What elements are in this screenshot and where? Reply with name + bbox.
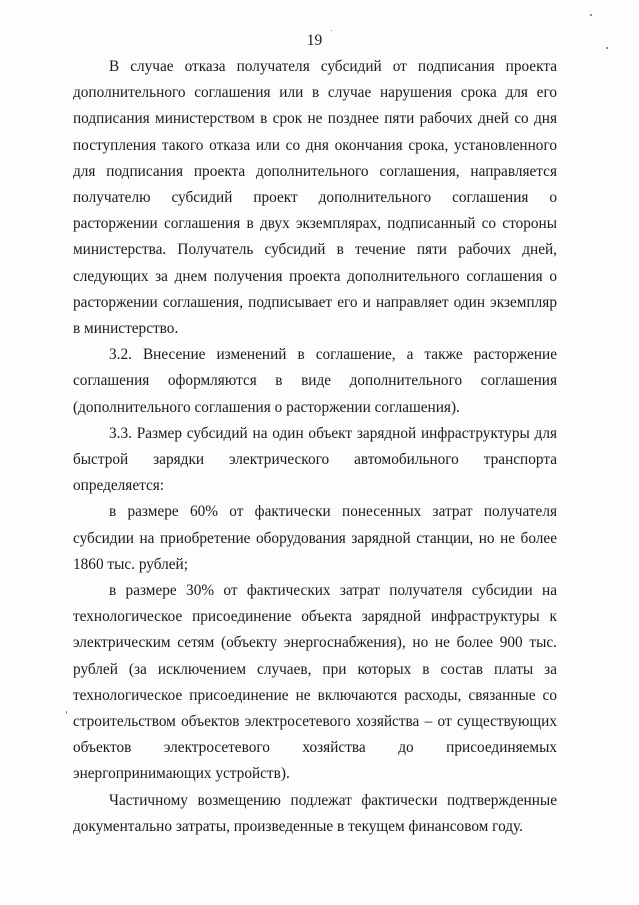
scan-speck (606, 47, 608, 49)
scan-speck (590, 14, 592, 16)
paragraph-refusal-procedure: В случае отказа получателя субсидий от подписания проекта дополнительного соглашения или в случае нарушения срока для его подписания министерством в срок не позднее пяти рабочих дней со дня поступления такого отказа или со дня окончания срока, установленного для подписания проекта дополнительного соглашения, направляется получателю субсидий проект дополнительного соглашения о расторжении соглашения в двух экземплярах, подписанный со стороны министерства. Получатель субсидий в течение пяти рабочих дней, следующих за днем получения проекта дополнительного соглашения о расторжении соглашения, подписывает его и направляет один экземпляр в министерство. (73, 58, 557, 338)
scan-speck (66, 711, 67, 714)
document-body (73, 54, 557, 840)
paragraph-clause-3-2: 3.2. Внесение изменений в соглашение, а также расторжение соглашения оформляются в виде дополнительного соглашения (дополнительного соглашения о расторжении соглашения). (73, 346, 557, 416)
scan-speck (331, 30, 332, 31)
paragraph-rate-60-percent: в размере 60% от фактически понесенных затрат получателя субсидии на приобретение оборудования зарядной станции, но не более 1860 тыс. рублей; (73, 503, 557, 573)
page-number: 19 (306, 32, 323, 49)
paragraph-clause-3-3: 3.3. Размер субсидий на один объект зарядной инфраструктуры для быстрой зарядки электрического автомобильного транспорта определяется: (73, 424, 557, 495)
paragraph-partial-compensation: Частичному возмещению подлежат фактически подтвержденные документально затраты, произведенные в текущем финансовом году. (73, 791, 557, 835)
paragraph-rate-30-percent: в размере 30% от фактических затрат получателя субсидии на технологическое присоединение объекта зарядной инфраструктуры к электрическим сетям (объекту энергоснабжения), но не более 900 тыс. рублей (за исключением случаев, при которых в состав платы за технологическое присоединение не включаются расходы, связанные со строительством объектов электросетевого хозяйства – от существующих объектов электросетевого хозяйства до присоединяемых энергопринимающих устройств). (73, 582, 557, 783)
